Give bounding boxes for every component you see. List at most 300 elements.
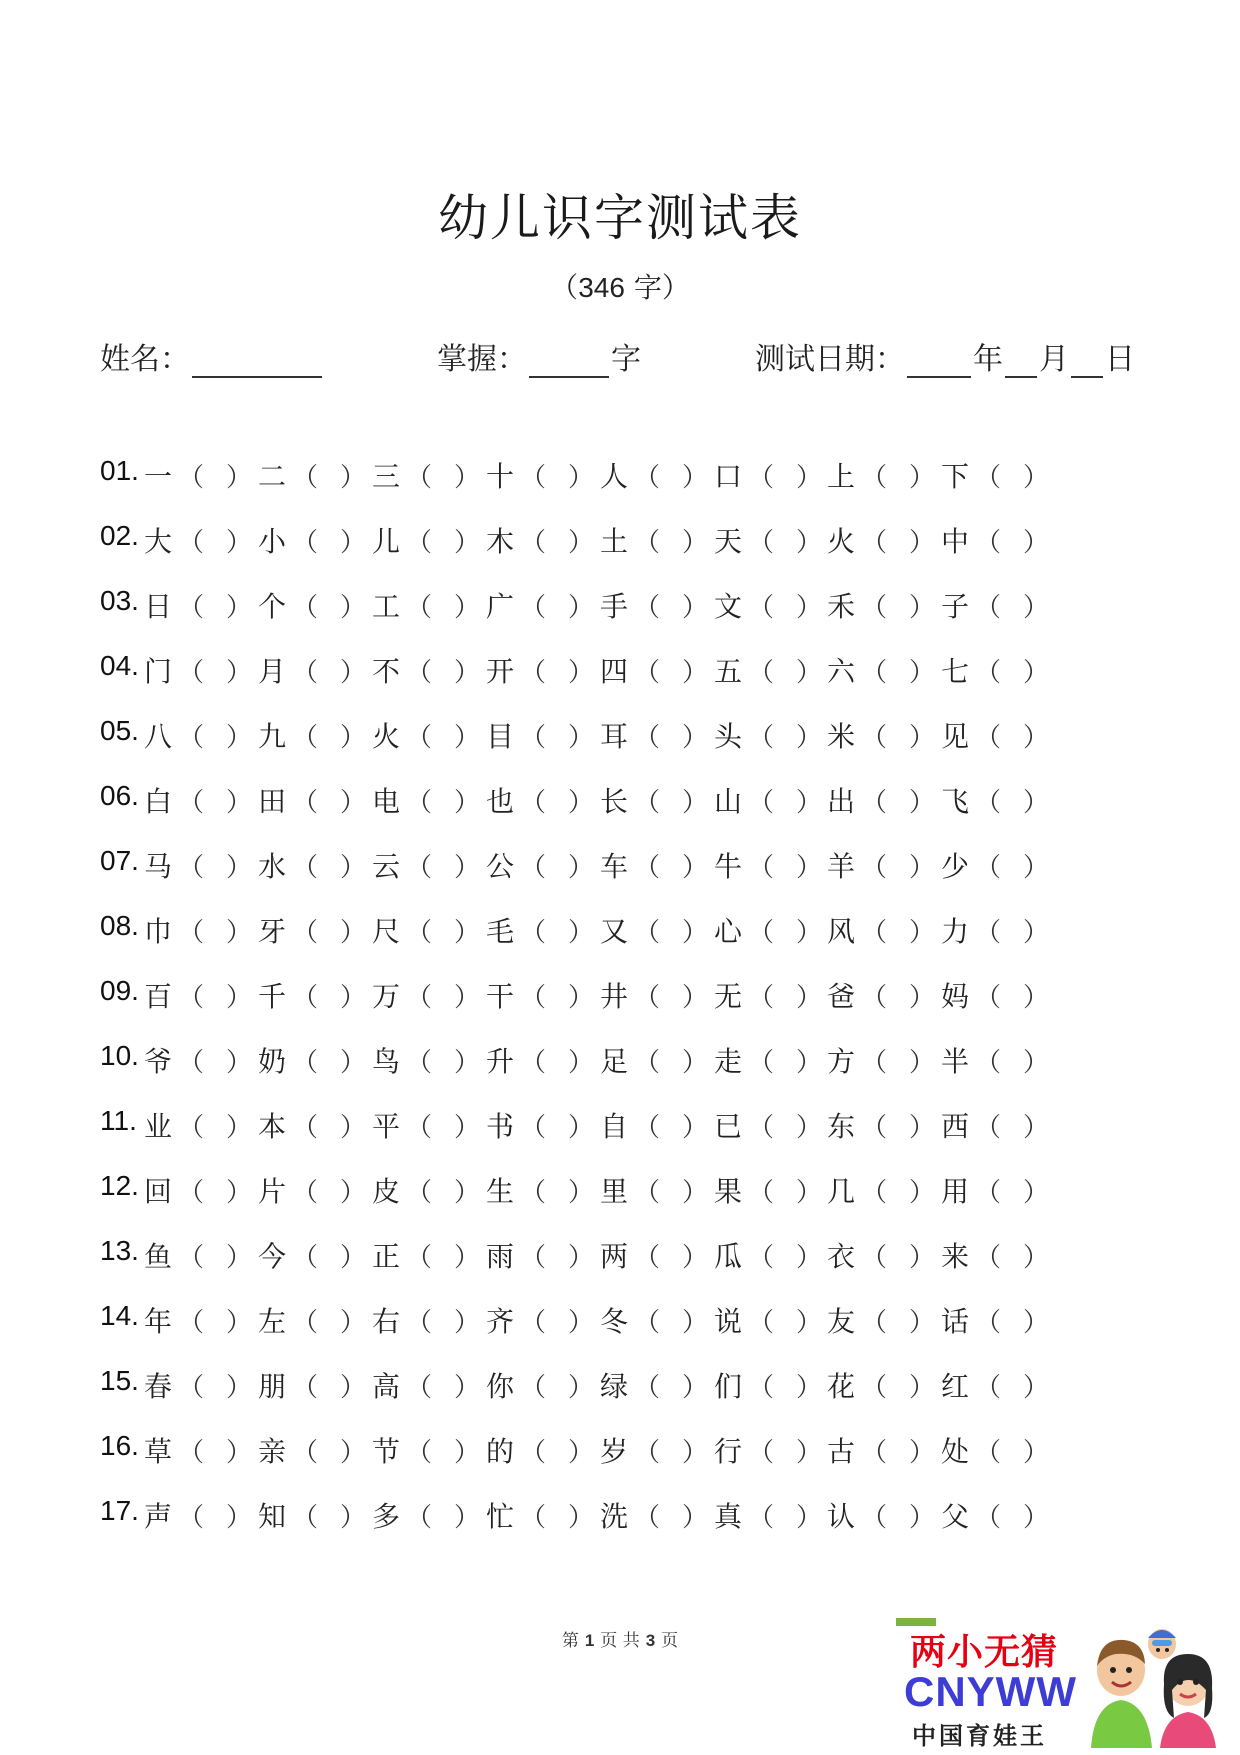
answer-paren-open: （ [406,1308,433,1338]
test-row [100,1365,1160,1430]
answer-paren-close: ） [226,983,253,1013]
test-character: 头 [714,720,743,753]
answer-paren-open: （ [975,853,1002,883]
test-character: 上 [827,460,856,493]
character-cell [486,1105,594,1145]
character-cell [144,715,252,755]
row-number: 05. [100,715,139,746]
test-character: 书 [486,1110,515,1143]
answer-paren-close: ） [796,463,823,493]
row-number: 11. [100,1105,137,1136]
answer-paren-open: （ [634,463,661,493]
answer-paren-close: ） [340,1373,367,1403]
answer-paren-close: ） [909,1243,936,1273]
answer-paren-close: ） [226,593,253,623]
answer-paren-open: （ [748,1373,775,1403]
character-cell [486,910,594,950]
test-character: 出 [827,785,856,818]
character-cell [144,455,252,495]
character-cell [258,910,366,950]
test-character: 力 [941,915,970,948]
test-character: 西 [941,1110,970,1143]
test-character: 手 [600,590,629,623]
test-character: 也 [486,785,515,818]
character-cell [372,1430,480,1470]
answer-paren-close: ） [226,788,253,818]
answer-paren-open: （ [748,658,775,688]
answer-paren-open: （ [520,1373,547,1403]
character-cell [827,1040,935,1080]
test-row [100,715,1160,780]
test-character: 瓜 [714,1240,743,1273]
character-cell [827,1105,935,1145]
character-cell [258,1495,366,1535]
answer-paren-open: （ [634,983,661,1013]
test-character: 业 [144,1110,173,1143]
test-row [100,910,1160,975]
answer-paren-close: ） [1023,593,1050,623]
answer-paren-close: ） [682,1503,709,1533]
answer-paren-close: ） [568,1373,595,1403]
answer-paren-open: （ [975,1438,1002,1468]
answer-paren-close: ） [340,1438,367,1468]
answer-paren-open: （ [178,1438,205,1468]
test-character: 干 [486,980,515,1013]
character-cell [714,1495,822,1535]
character-cell [600,1430,708,1470]
answer-paren-close: ） [568,528,595,558]
subtitle-unit: 字） [633,271,690,304]
character-cell [714,585,822,625]
character-cell [144,975,252,1015]
test-character: 门 [144,655,173,688]
answer-paren-open: （ [748,1308,775,1338]
test-character: 目 [486,720,515,753]
test-character: 四 [600,655,629,688]
answer-paren-close: ） [454,528,481,558]
answer-paren-open: （ [292,593,319,623]
answer-paren-open: （ [178,1178,205,1208]
answer-paren-open: （ [748,528,775,558]
character-cell [827,845,935,885]
answer-paren-open: （ [178,983,205,1013]
answer-paren-open: （ [634,1178,661,1208]
character-cell [258,1170,366,1210]
test-character: 爷 [144,1045,173,1078]
answer-paren-close: ） [909,528,936,558]
answer-paren-close: ） [796,1048,823,1078]
test-character: 云 [372,850,401,883]
answer-paren-open: （ [292,1503,319,1533]
character-cell [258,520,366,560]
character-cell [372,1170,480,1210]
answer-paren-open: （ [975,658,1002,688]
answer-paren-close: ） [909,1438,936,1468]
character-cell [258,1105,366,1145]
answer-paren-close: ） [568,1308,595,1338]
row-number: 02. [100,520,139,551]
test-character: 升 [486,1045,515,1078]
answer-paren-close: ） [682,723,709,753]
answer-paren-open: （ [634,593,661,623]
subtitle-count: 346 [578,272,625,303]
test-character: 尺 [372,915,401,948]
answer-paren-close: ） [226,1438,253,1468]
character-cell [486,455,594,495]
test-character: 奶 [258,1045,287,1078]
answer-paren-open: （ [748,983,775,1013]
answer-paren-open: （ [520,593,547,623]
answer-paren-close: ） [340,1503,367,1533]
answer-paren-open: （ [975,1373,1002,1403]
answer-paren-close: ） [682,853,709,883]
character-cell [258,780,366,820]
test-character: 不 [372,655,401,688]
test-character: 广 [486,590,515,623]
character-cell [827,1170,935,1210]
test-character: 子 [941,590,970,623]
answer-paren-close: ） [568,1243,595,1273]
footer-post: 页 [661,1631,679,1651]
answer-paren-open: （ [748,1243,775,1273]
test-character: 鸟 [372,1045,401,1078]
answer-paren-close: ） [682,918,709,948]
answer-paren-open: （ [520,1113,547,1143]
test-row [100,1040,1160,1105]
answer-paren-close: ） [226,1373,253,1403]
character-cell [827,1365,935,1405]
test-character: 声 [144,1500,173,1533]
answer-paren-close: ） [909,723,936,753]
row-number: 08. [100,910,139,941]
row-number: 07. [100,845,139,876]
character-cell [827,650,935,690]
answer-paren-open: （ [520,1048,547,1078]
answer-paren-open: （ [178,1503,205,1533]
character-cell [941,975,1049,1015]
answer-paren-open: （ [861,918,888,948]
row-number: 14. [100,1300,139,1331]
subtitle-open: （ [550,271,579,304]
test-character: 的 [486,1435,515,1468]
test-character: 高 [372,1370,401,1403]
answer-paren-close: ） [568,1438,595,1468]
answer-paren-close: ） [909,1503,936,1533]
answer-paren-close: ） [340,463,367,493]
answer-paren-close: ） [796,593,823,623]
answer-paren-close: ） [1023,1243,1050,1273]
test-character: 五 [714,655,743,688]
answer-paren-open: （ [975,788,1002,818]
answer-paren-open: （ [292,723,319,753]
answer-paren-close: ） [909,1308,936,1338]
character-cell [714,1300,822,1340]
test-row [100,520,1160,585]
answer-paren-close: ） [1023,1438,1050,1468]
answer-paren-close: ） [340,723,367,753]
answer-paren-close: ） [340,658,367,688]
test-character: 六 [827,655,856,688]
test-character: 中 [941,525,970,558]
answer-paren-close: ） [568,1048,595,1078]
test-character: 洗 [600,1500,629,1533]
character-cell [144,520,252,560]
character-cell [372,845,480,885]
test-character: 耳 [600,720,629,753]
test-character: 节 [372,1435,401,1468]
answer-paren-open: （ [748,1113,775,1143]
answer-paren-open: （ [178,853,205,883]
mastery-unit: 字 [611,342,641,377]
answer-paren-open: （ [292,983,319,1013]
character-cell [600,1235,708,1275]
month-label: 月 [1039,342,1069,377]
character-cell [258,845,366,885]
character-cell [372,715,480,755]
character-cell [941,1040,1049,1080]
answer-paren-close: ） [1023,658,1050,688]
answer-paren-open: （ [178,723,205,753]
character-cell [941,1430,1049,1470]
answer-paren-close: ） [226,1243,253,1273]
test-character: 风 [827,915,856,948]
answer-paren-close: ） [340,918,367,948]
test-character: 马 [144,850,173,883]
character-cell [486,1235,594,1275]
answer-paren-open: （ [861,593,888,623]
logo-line3: 中国育娃王 [912,1722,1047,1750]
answer-paren-open: （ [292,528,319,558]
answer-paren-close: ） [909,463,936,493]
test-character: 二 [258,460,287,493]
character-cell [600,520,708,560]
answer-paren-close: ） [796,1438,823,1468]
character-cell [827,520,935,560]
answer-paren-close: ） [454,1308,481,1338]
answer-paren-close: ） [340,1308,367,1338]
character-cell [941,1170,1049,1210]
answer-paren-open: （ [520,658,547,688]
answer-paren-open: （ [520,918,547,948]
character-cell [144,1365,252,1405]
answer-paren-close: ） [340,528,367,558]
test-row [100,585,1160,650]
answer-paren-close: ） [682,658,709,688]
answer-paren-open: （ [178,593,205,623]
test-character: 里 [600,1175,629,1208]
answer-paren-open: （ [520,1243,547,1273]
test-character: 巾 [144,915,173,948]
answer-paren-close: ） [682,593,709,623]
test-row [100,1300,1160,1365]
character-cell [486,650,594,690]
test-row [100,650,1160,715]
test-character: 白 [144,785,173,818]
logo-line2: CNYWW [904,1668,1077,1715]
answer-paren-close: ） [568,1178,595,1208]
answer-paren-open: （ [292,658,319,688]
answer-paren-open: （ [292,1243,319,1273]
answer-paren-open: （ [861,723,888,753]
test-character: 心 [714,915,743,948]
answer-paren-open: （ [634,1373,661,1403]
answer-paren-close: ） [454,1113,481,1143]
character-cell [258,650,366,690]
test-row [100,975,1160,1040]
answer-paren-open: （ [292,1048,319,1078]
answer-paren-open: （ [406,528,433,558]
answer-paren-open: （ [292,853,319,883]
test-character: 无 [714,980,743,1013]
answer-paren-open: （ [748,1048,775,1078]
character-cell [486,845,594,885]
character-cell [258,1300,366,1340]
answer-paren-open: （ [406,723,433,753]
answer-paren-open: （ [406,1243,433,1273]
test-character: 九 [258,720,287,753]
character-cell [941,1105,1049,1145]
character-cell [258,975,366,1015]
answer-paren-open: （ [178,1373,205,1403]
row-number: 17. [100,1495,139,1526]
character-cell [600,975,708,1015]
answer-paren-close: ） [1023,1373,1050,1403]
answer-paren-close: ） [454,853,481,883]
answer-paren-close: ） [682,1113,709,1143]
character-cell [258,1365,366,1405]
test-character: 工 [372,590,401,623]
answer-paren-open: （ [975,463,1002,493]
character-cell [714,1365,822,1405]
answer-paren-open: （ [748,723,775,753]
answer-paren-open: （ [748,463,775,493]
test-character: 东 [827,1110,856,1143]
page-title: 幼儿识字测试表 [438,189,802,247]
answer-paren-open: （ [292,918,319,948]
answer-paren-open: （ [406,463,433,493]
test-character: 亲 [258,1435,287,1468]
answer-paren-close: ） [226,1308,253,1338]
test-character: 开 [486,655,515,688]
answer-paren-close: ） [796,1373,823,1403]
character-cell [372,585,480,625]
test-character: 十 [486,460,515,493]
row-number: 03. [100,585,139,616]
month-blank [1005,342,1037,378]
row-number: 01. [100,455,139,486]
character-cell [714,910,822,950]
answer-paren-close: ） [226,853,253,883]
answer-paren-close: ） [340,853,367,883]
character-cell [144,910,252,950]
answer-paren-open: （ [634,658,661,688]
test-character: 大 [144,525,173,558]
answer-paren-open: （ [861,1438,888,1468]
answer-paren-close: ） [568,788,595,818]
test-row [100,1235,1160,1300]
answer-paren-open: （ [292,1308,319,1338]
answer-paren-open: （ [975,723,1002,753]
answer-paren-open: （ [861,1308,888,1338]
answer-paren-close: ） [796,983,823,1013]
year-blank [907,342,971,378]
answer-paren-close: ） [226,658,253,688]
test-character: 父 [941,1500,970,1533]
character-cell [372,650,480,690]
answer-paren-close: ） [682,1243,709,1273]
test-character: 人 [600,460,629,493]
test-character: 月 [258,655,287,688]
character-cell [486,1040,594,1080]
answer-paren-open: （ [975,528,1002,558]
character-cell [600,1300,708,1340]
answer-paren-close: ） [454,788,481,818]
character-cell [600,1365,708,1405]
answer-paren-open: （ [861,1178,888,1208]
year-label: 年 [973,342,1003,377]
character-cell [372,1235,480,1275]
answer-paren-open: （ [634,918,661,948]
character-cell [600,650,708,690]
answer-paren-open: （ [178,788,205,818]
answer-paren-close: ） [568,658,595,688]
answer-paren-open: （ [634,853,661,883]
answer-paren-close: ） [1023,528,1050,558]
answer-paren-close: ） [1023,1178,1050,1208]
row-number: 12. [100,1170,139,1201]
mastery-blank [529,342,609,378]
answer-paren-close: ） [454,1243,481,1273]
row-number: 09. [100,975,139,1006]
character-cell [714,1430,822,1470]
test-character: 岁 [600,1435,629,1468]
test-character: 口 [714,460,743,493]
answer-paren-open: （ [634,1503,661,1533]
answer-paren-open: （ [520,853,547,883]
answer-paren-close: ） [1023,788,1050,818]
answer-paren-close: ） [568,593,595,623]
answer-paren-open: （ [861,1243,888,1273]
test-character: 绿 [600,1370,629,1403]
answer-paren-close: ） [682,1373,709,1403]
answer-paren-close: ） [226,918,253,948]
test-character: 飞 [941,785,970,818]
character-cell [144,1495,252,1535]
answer-paren-close: ） [909,983,936,1013]
character-cell [486,1430,594,1470]
test-character: 片 [258,1175,287,1208]
character-cell [941,1495,1049,1535]
test-character: 两 [600,1240,629,1273]
character-cell [372,1300,480,1340]
character-cell [372,1040,480,1080]
test-character: 鱼 [144,1240,173,1273]
answer-paren-open: （ [748,593,775,623]
answer-paren-open: （ [520,463,547,493]
test-character: 几 [827,1175,856,1208]
answer-paren-open: （ [975,983,1002,1013]
answer-paren-close: ） [796,528,823,558]
row-number: 10. [100,1040,139,1071]
character-cell [258,455,366,495]
character-cell [714,845,822,885]
test-character: 百 [144,980,173,1013]
test-row [100,1495,1160,1560]
character-cell [144,1105,252,1145]
answer-paren-close: ） [340,788,367,818]
character-cell [258,1430,366,1470]
character-cell [600,1170,708,1210]
